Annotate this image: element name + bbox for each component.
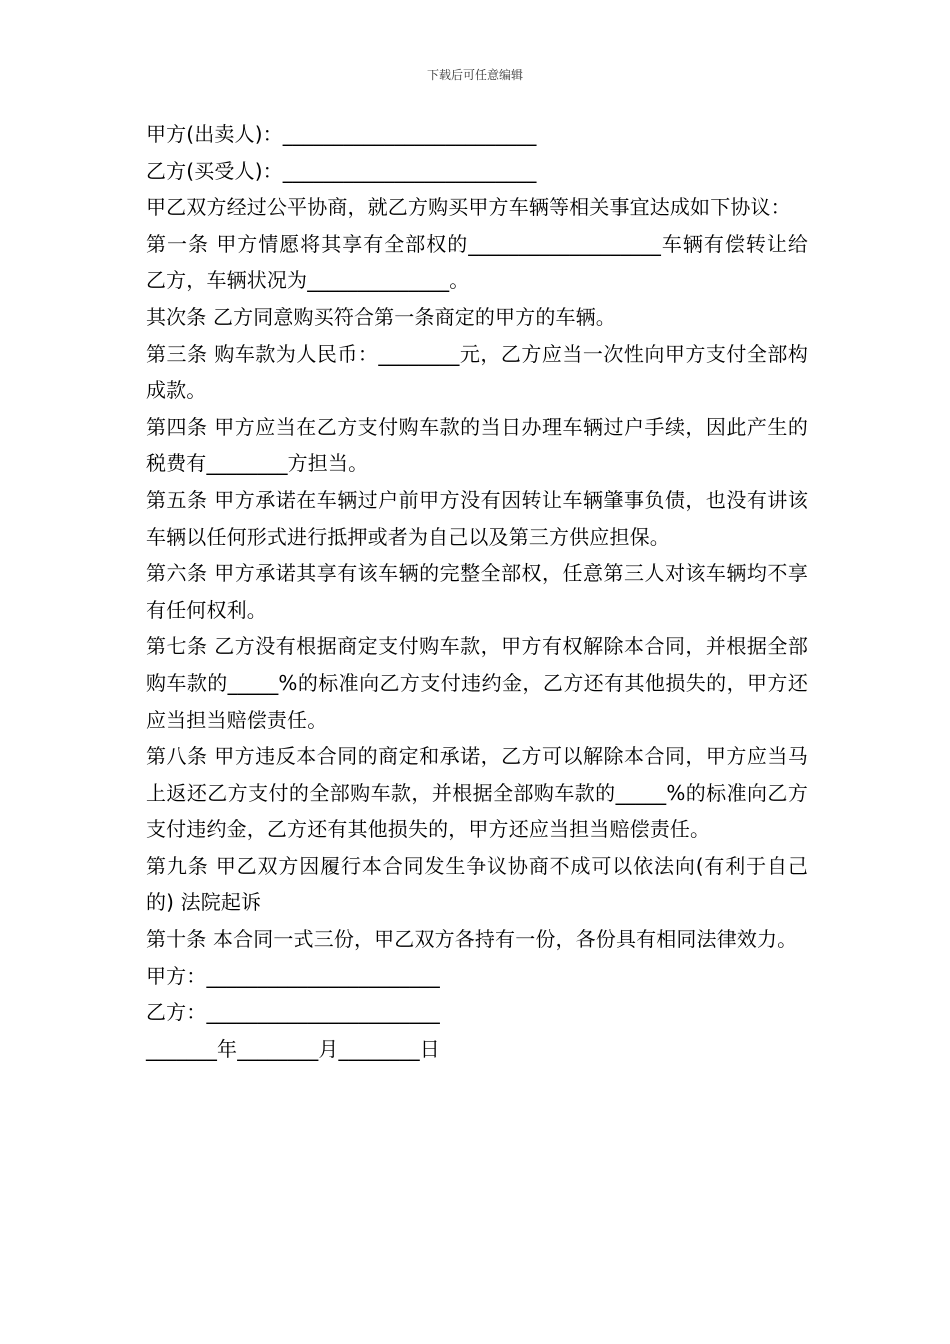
- article-7: 第七条 乙方没有根据商定支付购车款，甲方有权解除本合同，并根据全部购车款的_____%的标准向乙方支付违约金，乙方还有其他损失的，甲方还应当担当赔偿责任。: [146, 634, 808, 732]
- article-4: 第四条 甲方应当在乙方支付购车款的当日办理车辆过户手续，因此产生的税费有________方担当。: [146, 414, 808, 476]
- date-line: _______年________月________日: [146, 1036, 440, 1061]
- article-8: 第八条 甲方违反本合同的商定和承诺，乙方可以解除本合同，甲方应当马上返还乙方支付的全部购车款，并根据全部购车款的_____%的标准向乙方支付违约金，乙方还有其他损失的，甲方还应当担当赔偿责任。: [146, 744, 808, 842]
- contract-body: [146, 116, 808, 1067]
- page-header: 下载后可任意编辑: [426, 68, 523, 82]
- preamble: 甲乙双方经过公平协商，就乙方购买甲方车辆等相关事宜达成如下协议：: [146, 195, 791, 220]
- article-3: 第三条 购车款为人民币：________元，乙方应当一次性向甲方支付全部构成款。: [146, 341, 808, 403]
- party-b-signature: 乙方：_______________________: [146, 1000, 440, 1025]
- article-5: 第五条 甲方承诺在车辆过户前甲方没有因转让车辆肇事负债，也没有讲该车辆以任何形式进行抵押或者为自己以及第三方供应担保。: [146, 487, 808, 549]
- party-a-signature: 甲方：_______________________: [146, 963, 440, 988]
- article-2: 其次条 乙方同意购买符合第一条商定的甲方的车辆。: [146, 304, 616, 329]
- article-10: 第十条 本合同一式三份，甲乙双方各持有一份，各份具有相同法律效力。: [146, 927, 798, 952]
- article-6: 第六条 甲方承诺其享有该车辆的完整全部权，任意第三人对该车辆均不享有任何权利。: [146, 561, 808, 622]
- article-9: 第九条 甲乙双方因履行本合同发生争议协商不成可以依法向(有利于自己的) 法院起诉: [146, 853, 808, 915]
- article-1: 第一条 甲方情愿将其享有全部权的___________________车辆有偿转让给乙方，车辆状况为______________。: [146, 231, 808, 293]
- buyer-line: 乙方(买受人)：_________________________: [146, 158, 537, 183]
- seller-line: 甲方(出卖人)：_________________________: [146, 122, 537, 146]
